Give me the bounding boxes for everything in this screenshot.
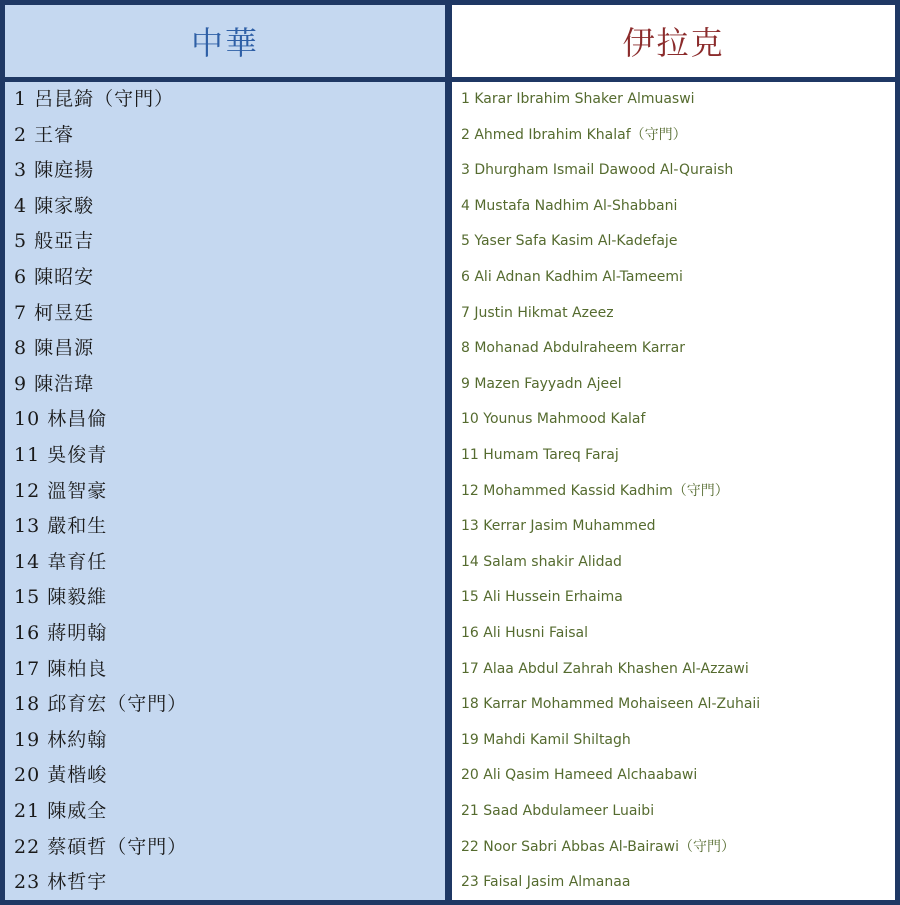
team-name-right: 伊拉克: [622, 24, 725, 62]
right-player-row: 21 Saad Abdulameer Luaibi: [461, 803, 655, 819]
left-player-row: 21 陳威全: [14, 800, 108, 822]
left-player-row: 7 柯昱廷: [14, 301, 95, 324]
right-player-row: 23 Faisal Jasim Almanaa: [461, 874, 631, 891]
right-player-row: 13 Kerrar Jasim Muhammed: [461, 518, 656, 535]
right-player-row: 17 Alaa Abdul Zahrah Khashen Al-Azzawi: [461, 660, 749, 677]
right-player-row: 6 Ali Adnan Kadhim Al-Tameemi: [461, 269, 683, 285]
right-roster-column: [452, 82, 895, 900]
left-player-row: 12 溫智豪: [14, 479, 108, 502]
right-player-row: 4 Mustafa Nadhim Al-Shabbani: [461, 197, 678, 214]
left-player-row: 3 陳庭揚: [14, 159, 95, 182]
left-player-row: 4 陳家駿: [14, 194, 95, 217]
right-player-row: 16 Ali Husni Faisal: [461, 625, 588, 641]
right-player-row: 14 Salam shakir Alidad: [461, 553, 622, 570]
right-player-row: 18 Karrar Mohammed Mohaiseen Al-Zuhaii: [461, 696, 761, 713]
left-player-row: 11 吳俊青: [14, 444, 108, 466]
right-player-row: 11 Humam Tareq Faraj: [461, 447, 619, 463]
left-player-row: 20 黃楷峻: [14, 764, 108, 787]
left-roster-column: [5, 82, 445, 900]
team-name-left: 中華: [190, 24, 259, 62]
left-player-row: 17 陳柏良: [14, 657, 108, 680]
right-player-row: 2 Ahmed Ibrahim Khalaf（守門）: [461, 126, 687, 143]
right-player-row: 9 Mazen Fayyadn Ajeel: [461, 375, 622, 392]
right-player-row: 1 Karar Ibrahim Shaker Almuaswi: [461, 91, 695, 107]
left-player-row: 9 陳浩瑋: [14, 372, 95, 395]
right-player-row: 5 Yaser Safa Kasim Al-Kadefaje: [461, 233, 678, 250]
left-player-row: 23 林哲宇: [14, 871, 108, 894]
team-header-right: [452, 5, 895, 77]
left-player-row: 19 林約翰: [14, 728, 108, 751]
right-player-row: 19 Mahdi Kamil Shiltagh: [461, 731, 631, 748]
right-player-row: 12 Mohammed Kassid Kadhim（守門）: [461, 482, 729, 499]
right-player-row: 15 Ali Hussein Erhaima: [461, 589, 623, 606]
left-player-row: 2 王睿: [14, 123, 75, 146]
left-player-row: 14 韋育任: [14, 550, 108, 573]
right-player-row: 7 Justin Hikmat Azeez: [461, 304, 614, 321]
team-header-left: [5, 5, 445, 77]
right-player-row: 20 Ali Qasim Hameed Alchaabawi: [461, 767, 698, 784]
left-player-row: 16 蔣明翰: [14, 622, 108, 644]
left-player-row: 13 嚴和生: [14, 515, 108, 538]
left-player-row: 10 林昌倫: [14, 408, 108, 431]
left-player-row: 22 蔡碩哲（守門）: [14, 835, 188, 858]
right-player-row: 10 Younus Mahmood Kalaf: [461, 411, 646, 428]
left-player-row: 8 陳昌源: [14, 337, 95, 360]
left-player-row: 5 般亞吉: [14, 230, 95, 253]
right-player-row: 3 Dhurgham Ismail Dawood Al-Quraish: [461, 162, 734, 179]
left-player-row: 18 邱育宏（守門）: [14, 693, 188, 716]
left-player-row: 15 陳毅維: [14, 586, 108, 609]
left-player-row: 1 呂昆錡（守門）: [14, 88, 175, 110]
right-player-row: 8 Mohanad Abdulraheem Karrar: [461, 340, 685, 357]
left-player-row: 6 陳昭安: [14, 266, 95, 288]
right-player-row: 22 Noor Sabri Abbas Al-Bairawi（守門）: [461, 838, 735, 855]
